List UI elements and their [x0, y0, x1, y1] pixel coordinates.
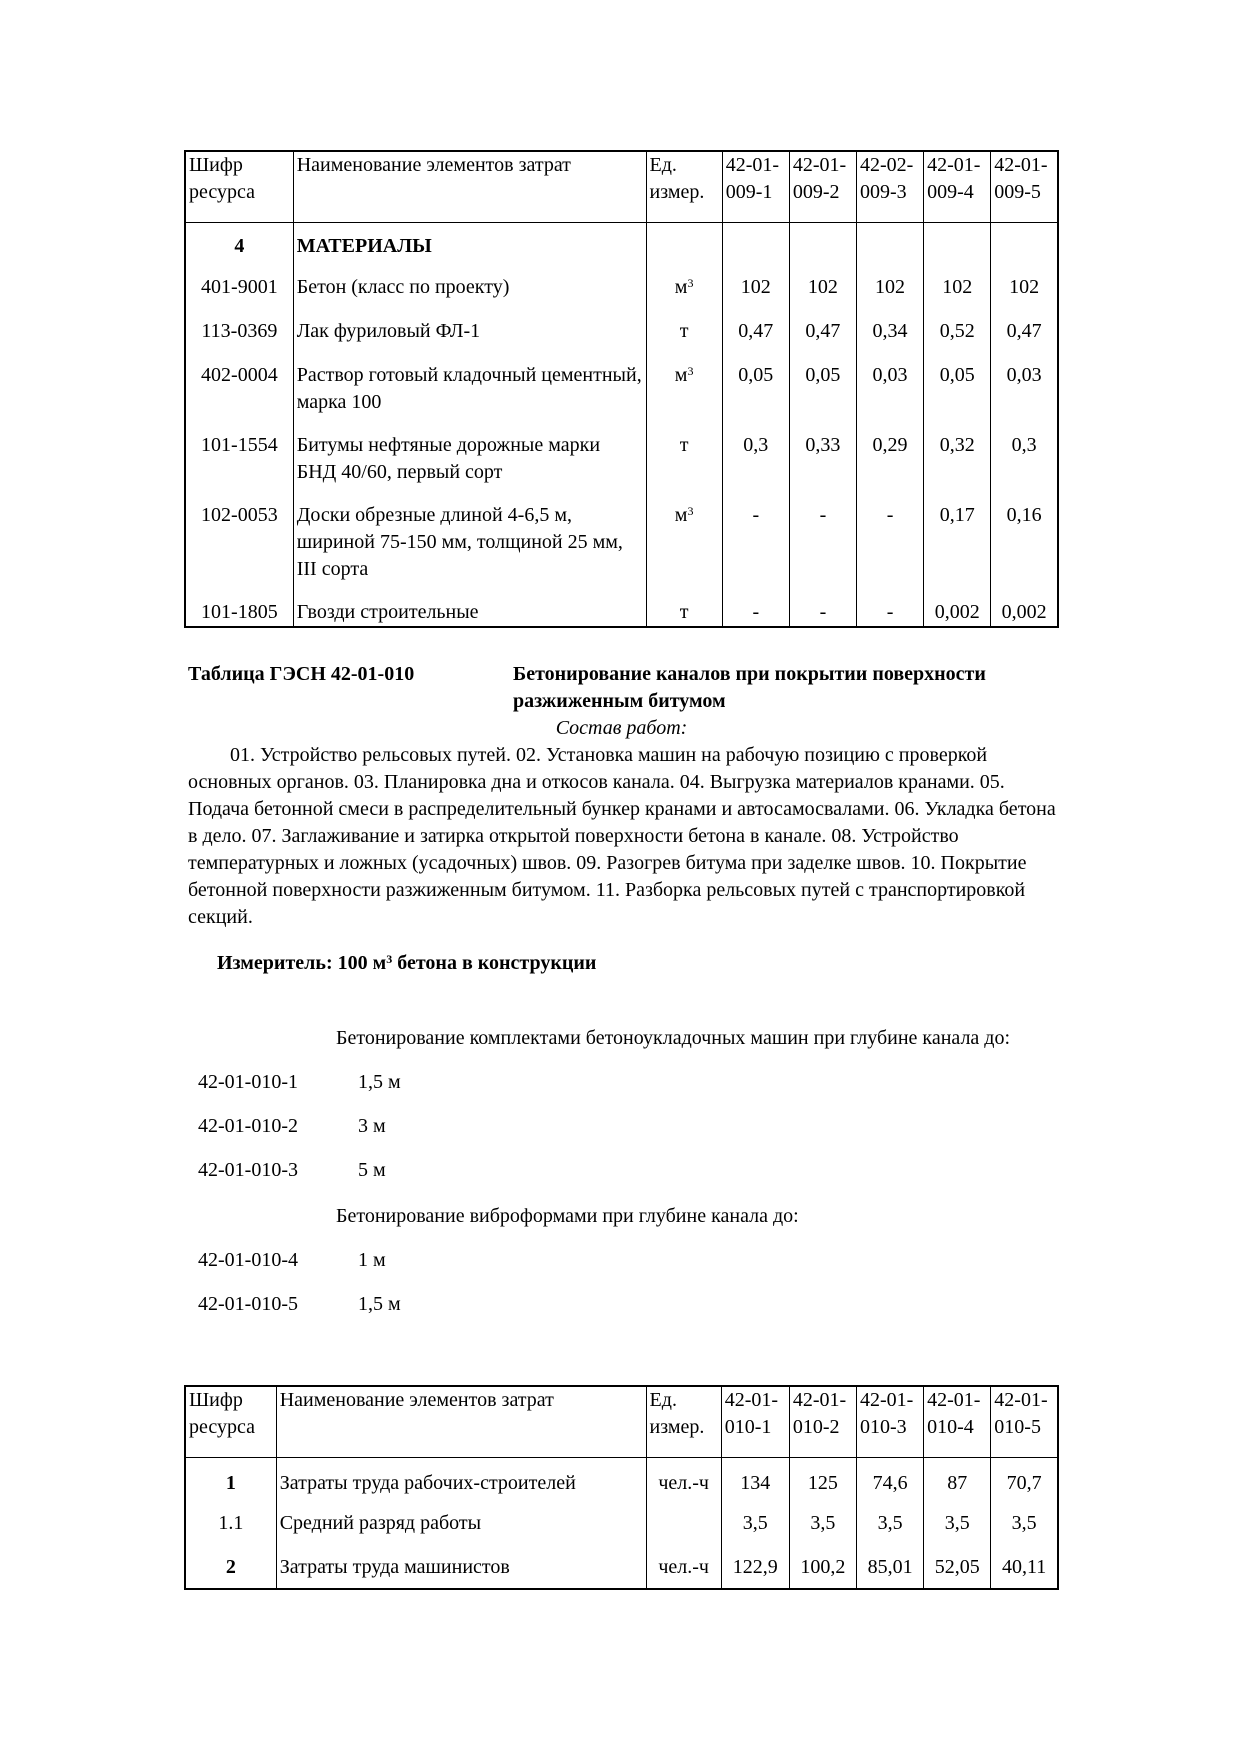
- resource-name: Лак фуриловый ФЛ-1: [293, 309, 646, 353]
- unit-text: т: [679, 601, 689, 623]
- value-cell: 134: [721, 1457, 789, 1501]
- table-title-line-1: Бетонирование каналов при покрытии поверхности: [513, 663, 986, 685]
- resource-code: 101-1554: [185, 423, 293, 493]
- section-row: [185, 222, 1058, 265]
- resource-name: Битумы нефтяные дорожные марки БНД 40/60, первый сорт: [293, 423, 646, 493]
- resource-code: 401-9001: [185, 265, 293, 309]
- unit-text: м: [674, 276, 688, 298]
- meter-line: [217, 950, 596, 977]
- resource-code: 402-0004: [185, 353, 293, 423]
- value-cell: 0,47: [991, 309, 1058, 353]
- resource-unit: чел.-ч: [646, 1457, 721, 1501]
- table-row: [185, 1501, 1058, 1545]
- meter-sup: 3: [386, 952, 393, 966]
- resource-code: 2: [185, 1545, 276, 1589]
- unit-sup: 3: [687, 364, 694, 378]
- unit-sup: 3: [687, 504, 694, 518]
- meter-prefix: Измеритель: 100 м: [217, 952, 387, 974]
- value-cell: 87: [924, 1457, 991, 1501]
- table-header-row: [185, 1386, 1058, 1457]
- resource-unit: чел.-ч: [646, 1545, 721, 1589]
- table-row: [185, 1457, 1058, 1501]
- item-code: 42-01-010-3: [198, 1159, 298, 1181]
- value-cell: 0,17: [924, 493, 991, 590]
- table-row: [185, 353, 1058, 423]
- value-cell: 0,05: [789, 353, 856, 423]
- value-cell: 0,05: [924, 353, 991, 423]
- value-cell: 102: [924, 265, 991, 309]
- resource-unit: [646, 423, 722, 493]
- value-cell: 0,32: [924, 423, 991, 493]
- resource-unit: [646, 309, 722, 353]
- value-cell: 85,01: [857, 1545, 924, 1589]
- item-code: 42-01-010-2: [198, 1115, 298, 1137]
- value-cell: 0,05: [722, 353, 789, 423]
- value-cell: 0,33: [789, 423, 856, 493]
- section-code: 4: [185, 222, 293, 265]
- header-col-3: 42-01-010-3: [857, 1386, 924, 1457]
- item-code: 42-01-010-1: [198, 1071, 298, 1093]
- item-value: 3 м: [358, 1115, 386, 1137]
- table-row: [185, 1545, 1058, 1589]
- value-cell: 3,5: [721, 1501, 789, 1545]
- table-row: [185, 265, 1058, 309]
- table-header-row: [185, 151, 1058, 222]
- header-col-3: 42-02-009-3: [856, 151, 923, 222]
- value-cell: 0,16: [991, 493, 1058, 590]
- value-cell: 100,2: [789, 1545, 856, 1589]
- table-row: [185, 590, 1058, 627]
- value-cell: 0,34: [856, 309, 923, 353]
- value-cell: -: [722, 590, 789, 627]
- table-row: [185, 309, 1058, 353]
- resource-unit: [646, 353, 722, 423]
- unit-text: т: [679, 320, 689, 342]
- value-cell: 3,5: [857, 1501, 924, 1545]
- value-cell: -: [856, 590, 923, 627]
- value-cell: -: [722, 493, 789, 590]
- value-cell: 74,6: [857, 1457, 924, 1501]
- value-cell: -: [856, 493, 923, 590]
- unit-sup: 3: [687, 276, 694, 290]
- item-value: 1,5 м: [358, 1293, 401, 1315]
- resource-name: Гвозди строительные: [293, 590, 646, 627]
- header-col-1: 42-01-009-1: [722, 151, 789, 222]
- value-cell: 102: [991, 265, 1058, 309]
- value-cell: -: [789, 493, 856, 590]
- resource-unit: [646, 493, 722, 590]
- resource-name: Раствор готовый кладочный цементный, марка 100: [293, 353, 646, 423]
- resource-code: 101-1805: [185, 590, 293, 627]
- header-col-4: 42-01-010-4: [924, 1386, 991, 1457]
- table-title-line-2: разжиженным битумом: [513, 690, 726, 712]
- unit-text: м: [674, 364, 688, 386]
- resource-unit: [646, 265, 722, 309]
- header-col-4: 42-01-009-4: [924, 151, 991, 222]
- composition-heading: Состав работ:: [555, 717, 688, 739]
- table-label: Таблица ГЭСН 42-01-010: [188, 663, 415, 685]
- value-cell: -: [789, 590, 856, 627]
- resource-table-009: [184, 150, 1059, 628]
- header-col-2: 42-01-009-2: [789, 151, 856, 222]
- header-col-2: 42-01-010-2: [789, 1386, 856, 1457]
- composition-text: 01. Устройство рельсовых путей. 02. Установка машин на рабочую позицию с проверкой основных органов. 03. Планировка дна и откосов канала. 04. Выгрузка материалов кранами. 05. Подача бетонной смеси в распределительный бункер кранами и автосамосвалами. 06. Укладка бетона в дело. 07. Заглаживание и затирка открытой поверхности бетона в канале. 08. Устройство температурных и ложных (усадочных) швов. 09. Разогрев битума при заделке швов. 10. Покрытие бетонной поверхности разжиженным битумом. 11. Разборка рельсовых путей с транспортировкой секций.: [188, 744, 1056, 928]
- item-value: 1,5 м: [358, 1071, 401, 1093]
- header-col-5: 42-01-009-5: [991, 151, 1058, 222]
- value-cell: 52,05: [924, 1545, 991, 1589]
- value-cell: 102: [722, 265, 789, 309]
- item-value: 1 м: [358, 1249, 386, 1271]
- section-name: МАТЕРИАЛЫ: [293, 222, 646, 265]
- value-cell: 3,5: [991, 1501, 1058, 1545]
- value-cell: 70,7: [991, 1457, 1058, 1501]
- value-cell: 40,11: [991, 1545, 1058, 1589]
- resource-unit: [646, 590, 722, 627]
- header-name: Наименование элементов затрат: [293, 151, 646, 222]
- header-col-1: 42-01-010-1: [721, 1386, 789, 1457]
- value-cell: 102: [856, 265, 923, 309]
- value-cell: 0,002: [991, 590, 1058, 627]
- value-cell: 0,03: [856, 353, 923, 423]
- value-cell: 0,52: [924, 309, 991, 353]
- resource-name: Затраты труда машинистов: [276, 1545, 646, 1589]
- header-unit: Ед. измер.: [646, 1386, 721, 1457]
- resource-name: Средний разряд работы: [276, 1501, 646, 1545]
- value-cell: 0,002: [924, 590, 991, 627]
- header-col-5: 42-01-010-5: [991, 1386, 1058, 1457]
- table-title: [513, 661, 1033, 715]
- value-cell: 0,47: [722, 309, 789, 353]
- header-unit: Ед. измер.: [646, 151, 722, 222]
- item-value: 5 м: [358, 1159, 386, 1181]
- value-cell: 3,5: [789, 1501, 856, 1545]
- unit-text: т: [679, 434, 689, 456]
- value-cell: 125: [789, 1457, 856, 1501]
- resource-name: Бетон (класс по проекту): [293, 265, 646, 309]
- value-cell: 0,3: [991, 423, 1058, 493]
- group2-heading: Бетонирование виброформами при глубине канала до:: [336, 1205, 799, 1227]
- resource-name: Доски обрезные длиной 4-6,5 м, шириной 75-150 мм, толщиной 25 мм, III сорта: [293, 493, 646, 590]
- resource-unit: [646, 1501, 721, 1545]
- item-code: 42-01-010-5: [198, 1293, 298, 1315]
- table-row: [185, 423, 1058, 493]
- resource-table-010: [184, 1385, 1059, 1590]
- group1-heading: Бетонирование комплектами бетоноукладочных машин при глубине канала до:: [336, 1027, 1011, 1049]
- item-code: 42-01-010-4: [198, 1249, 298, 1271]
- meter-suffix: бетона в конструкции: [392, 952, 597, 974]
- resource-code: 113-0369: [185, 309, 293, 353]
- unit-text: м: [674, 504, 688, 526]
- value-cell: 0,47: [789, 309, 856, 353]
- header-code: Шифр ресурса: [185, 151, 293, 222]
- header-name: Наименование элементов затрат: [276, 1386, 646, 1457]
- value-cell: 0,03: [991, 353, 1058, 423]
- value-cell: 3,5: [924, 1501, 991, 1545]
- resource-code: 1.1: [185, 1501, 276, 1545]
- resource-code: 102-0053: [185, 493, 293, 590]
- value-cell: 102: [789, 265, 856, 309]
- value-cell: 0,29: [856, 423, 923, 493]
- value-cell: 0,3: [722, 423, 789, 493]
- table-row: [185, 493, 1058, 590]
- resource-code: 1: [185, 1457, 276, 1501]
- value-cell: 122,9: [721, 1545, 789, 1589]
- resource-name: Затраты труда рабочих-строителей: [276, 1457, 646, 1501]
- header-code: Шифр ресурса: [185, 1386, 276, 1457]
